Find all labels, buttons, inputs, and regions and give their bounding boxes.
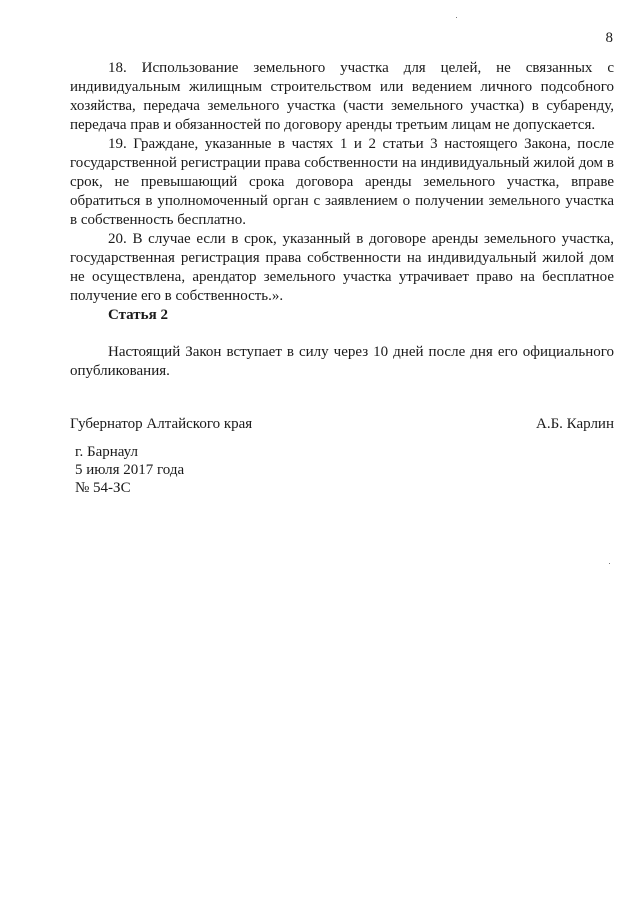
date: 5 июля 2017 года [75,462,185,478]
document-meta [75,443,184,497]
law-number: № 54-ЗС [75,480,131,496]
signatory-name: А.Б. Карлин [535,416,614,432]
paragraph-19: 19. Граждане, указанные в частях 1 и 2 статьи 3 настоящего Закона, после государственной регистрации права собственности на индивидуальный жилой дом в срок, не превышающий срока договора аренды земельного участка, вправе обратиться в уполномоченный орган с заявлением о получении земельного участка в собственность бесплатно. [70,136,614,228]
article-heading: Статья 2 [108,307,168,323]
signature-row [70,416,614,433]
scan-speck [609,563,610,564]
paragraph-20: 20. В случае если в срок, указанный в договоре аренды земельного участка, государственная регистрация права собственности на индивидуальный жилой дом не осуществлена, арендатор земельного участка утрачивает право на бесплатное получение его в собственность.». [70,231,614,304]
city: г. Барнаул [75,444,138,460]
article-paragraph: Настоящий Закон вступает в силу через 10 дней после дня его официального опубликования. [70,344,614,379]
scan-speck [456,17,457,18]
law-text-body [70,59,614,306]
paragraph-18: 18. Использование земельного участка для целей, не связанных с индивидуальным жилищным строительством или ведением личного подсобного хозяйства, передача земельного участка (части земельного участка) в субаренду, передача прав и обязанностей по договору аренды третьим лицам не допускается. [70,60,614,133]
page-number: 8 [605,30,613,46]
signatory-title: Губернатор Алтайского края [70,416,253,432]
article-text [70,343,614,381]
